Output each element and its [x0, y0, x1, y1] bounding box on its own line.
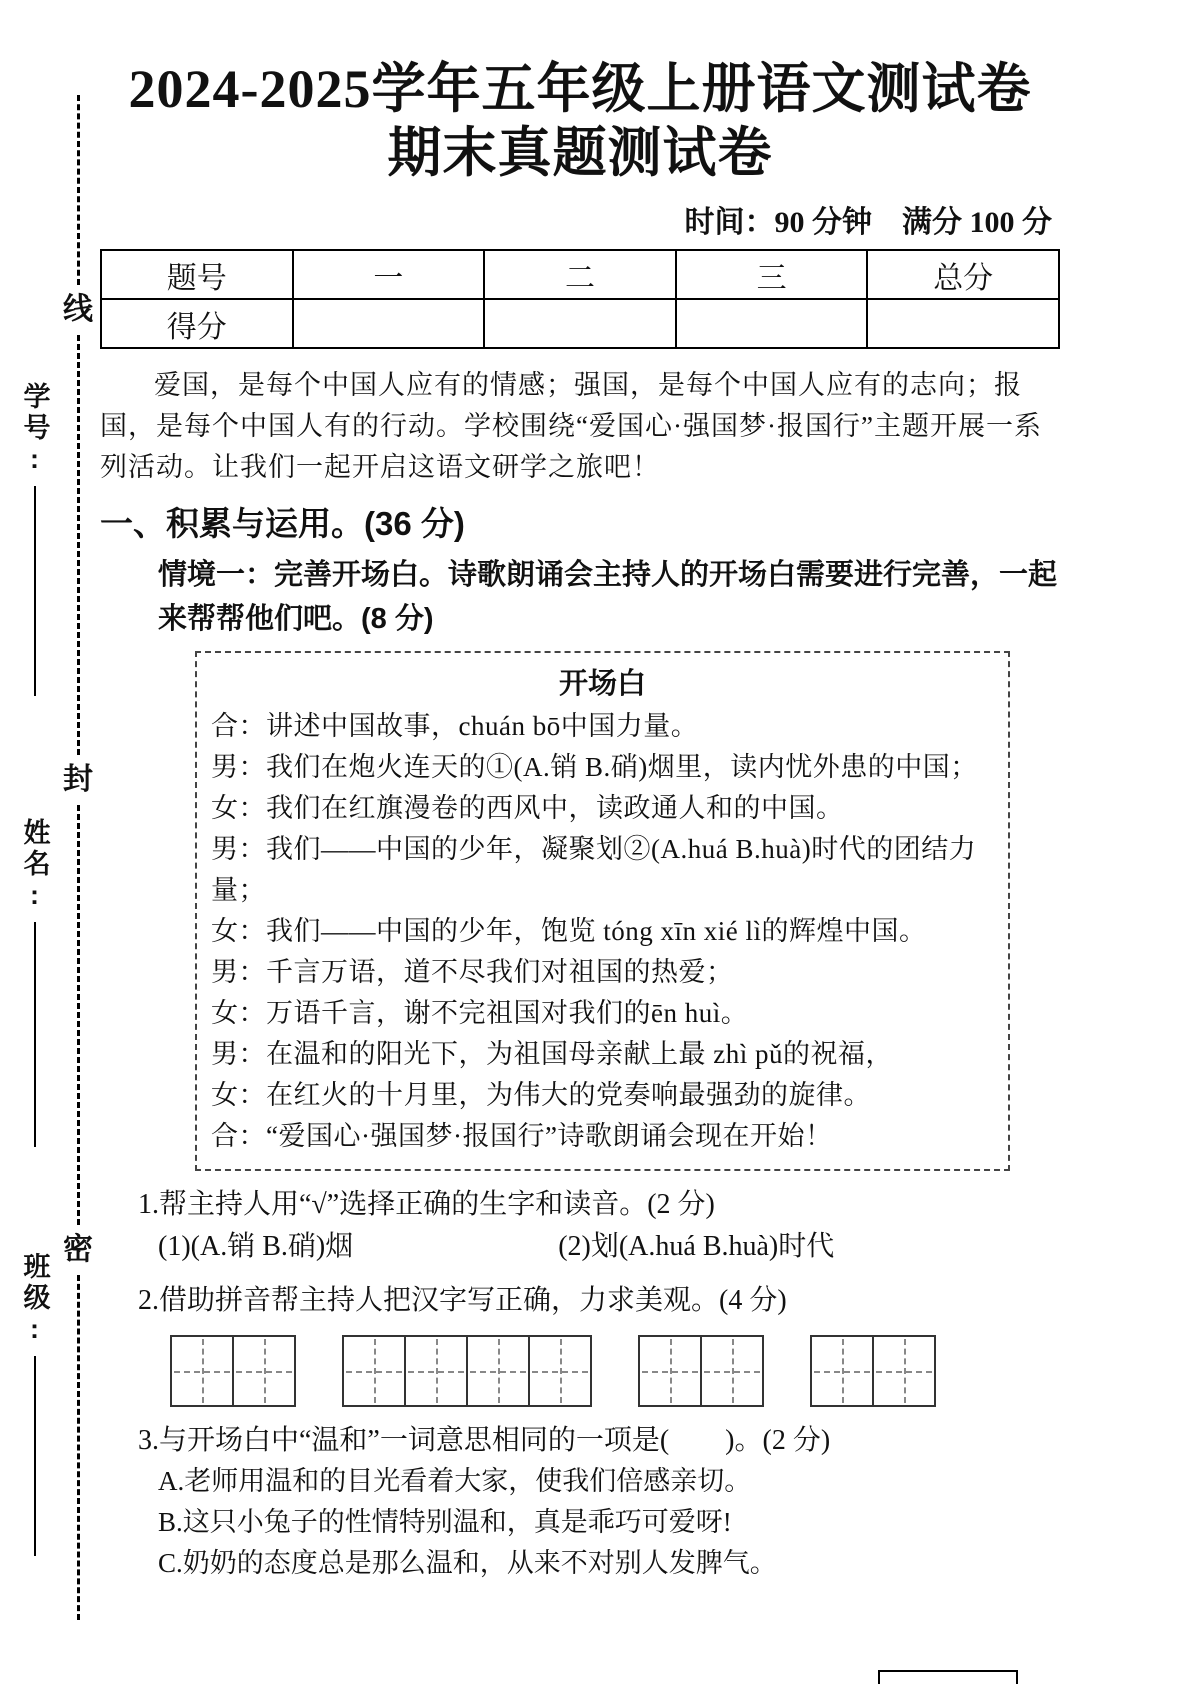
question-3-options [158, 1461, 1060, 1584]
dialog-line: 合：讲述中国故事，chuán bō中国力量。 [211, 711, 699, 742]
writing-grid-cell[interactable] [232, 1335, 296, 1407]
dialog-box [195, 651, 1010, 1171]
seal-dashed-line [77, 95, 80, 285]
writing-grid-cell[interactable] [638, 1335, 702, 1407]
scenario-1-text: 情境一：完善开场白。诗歌朗诵会主持人的开场白需要进行完善，一起来帮帮他们吧。(8 分) [158, 559, 1058, 636]
question-3-option-a: A.老师用温和的目光看着大家，使我们倍感亲切。 [158, 1466, 752, 1497]
question-1-text: 1.帮主持人用“√”选择正确的生字和读音。(2 分) [138, 1189, 715, 1221]
time-info: 时间：90 分钟 满分 100 分 [684, 206, 1052, 240]
question-3-option-b: B.这只小兔子的性情特别温和，真是乖巧可爱呀! [158, 1507, 732, 1538]
dialog-line: 男：我们在炮火连天的①(A.销 B.硝)烟里，读内忧外患的中国； [211, 752, 978, 783]
exam-title: 2024-2025学年五年级上册语文测试卷 [128, 59, 1032, 119]
writing-grid-cell[interactable] [700, 1335, 764, 1407]
seal-char-mi: 密 [63, 1233, 93, 1266]
writing-grid-cell[interactable] [872, 1335, 936, 1407]
question-1-subparts [158, 1227, 1060, 1267]
writing-grid-group [170, 1335, 296, 1407]
question-3-option-c: C.奶奶的态度总是那么温和，从来不对别人发脾气。 [158, 1548, 777, 1579]
writing-grid-cell[interactable] [528, 1335, 592, 1407]
table-header-cell: 三 [676, 250, 868, 299]
writing-grid-cell[interactable] [404, 1335, 468, 1407]
dialog-line: 女：万语千言，谢不完祖国对我们的ēn huì。 [211, 998, 749, 1029]
writing-grid-group [810, 1335, 936, 1407]
writing-grid-cell[interactable] [170, 1335, 234, 1407]
dialog-box-title: 开场白 [558, 668, 646, 701]
class-label: 班级: [19, 1252, 50, 1348]
name-label: 姓名: [19, 818, 50, 914]
student-id-write-line[interactable] [34, 486, 36, 696]
margin-field-name [14, 818, 56, 1147]
seal-char-feng: 封 [63, 763, 93, 796]
class-write-line[interactable] [34, 1356, 36, 1556]
score-cell[interactable] [867, 299, 1059, 348]
dialog-line: 男：千言万语，道不尽我们对祖国的热爱； [211, 957, 734, 988]
seal-char-xian: 线 [63, 293, 93, 326]
student-id-label: 学号: [19, 382, 50, 478]
margin-field-class [14, 1252, 56, 1556]
score-cell[interactable] [676, 299, 868, 348]
writing-grid-group [342, 1335, 592, 1407]
section-1-heading: 一、积累与运用。(36 分) [100, 505, 465, 543]
writing-grid-group [638, 1335, 764, 1407]
score-table-header-row [101, 250, 1059, 299]
score-row-label: 得分 [101, 299, 293, 348]
exam-subtitle: 期末真题测试卷 [387, 122, 773, 183]
writing-grids [170, 1335, 1060, 1407]
score-table [100, 249, 1060, 349]
table-header-cell: 题号 [101, 250, 293, 299]
dialog-line: 男：我们——中国的少年，凝聚划②(A.huá B.huà)时代的团结力量； [211, 834, 977, 906]
score-table-score-row [101, 299, 1059, 348]
intro-paragraph: 爱国，是每个中国人应有的情感；强国，是每个中国人应有的志向；报国，是每个中国人有的行动。学校围绕“爱国心·强国梦·报国行”主题开展一系列活动。让我们一起开启这语文研学之旅吧！ [100, 370, 1042, 483]
question-3-text: 3.与开场白中“温和”一词意思相同的一项是( )。(2 分) [138, 1425, 831, 1457]
dialog-line: 男：在温和的阳光下，为祖国母亲献上最 zhì pǔ的祝福， [211, 1039, 893, 1070]
table-header-cell: 总分 [867, 250, 1059, 299]
writing-grid-cell[interactable] [810, 1335, 874, 1407]
question-1-sub-2: (2)划(A.huá B.huà)时代 [558, 1231, 835, 1263]
margin-field-student-id [14, 382, 56, 696]
writing-grid-cell[interactable] [466, 1335, 530, 1407]
table-header-cell: 二 [484, 250, 676, 299]
main-content [100, 58, 1060, 1584]
writing-grid-cell[interactable] [342, 1335, 406, 1407]
score-cell[interactable] [484, 299, 676, 348]
table-header-cell: 一 [293, 250, 485, 299]
dialog-line: 合：“爱国心·强国梦·报国行”诗歌朗诵会现在开始！ [211, 1121, 833, 1152]
seal-dashed-line [77, 1275, 80, 1620]
name-write-line[interactable] [34, 922, 36, 1147]
dialog-line: 女：我们在红旗漫卷的西风中，读政通人和的中国。 [211, 793, 844, 824]
seal-dashed-line [77, 335, 80, 755]
score-cell[interactable] [293, 299, 485, 348]
dialog-line: 女：在红火的十月里，为伟大的党奏响最强劲的旋律。 [211, 1080, 871, 1111]
question-1-sub-1: (1)(A.销 B.硝)烟 [158, 1231, 354, 1263]
seal-dashed-line [77, 805, 80, 1225]
dialog-line: 女：我们——中国的少年，饱览 tóng xīn xié lì的辉煌中国。 [211, 916, 927, 947]
next-page-box-edge [878, 1670, 1018, 1684]
question-2-text: 2.借助拼音帮主持人把汉字写正确，力求美观。(4 分) [138, 1285, 787, 1317]
seal-line-column [63, 95, 93, 1620]
